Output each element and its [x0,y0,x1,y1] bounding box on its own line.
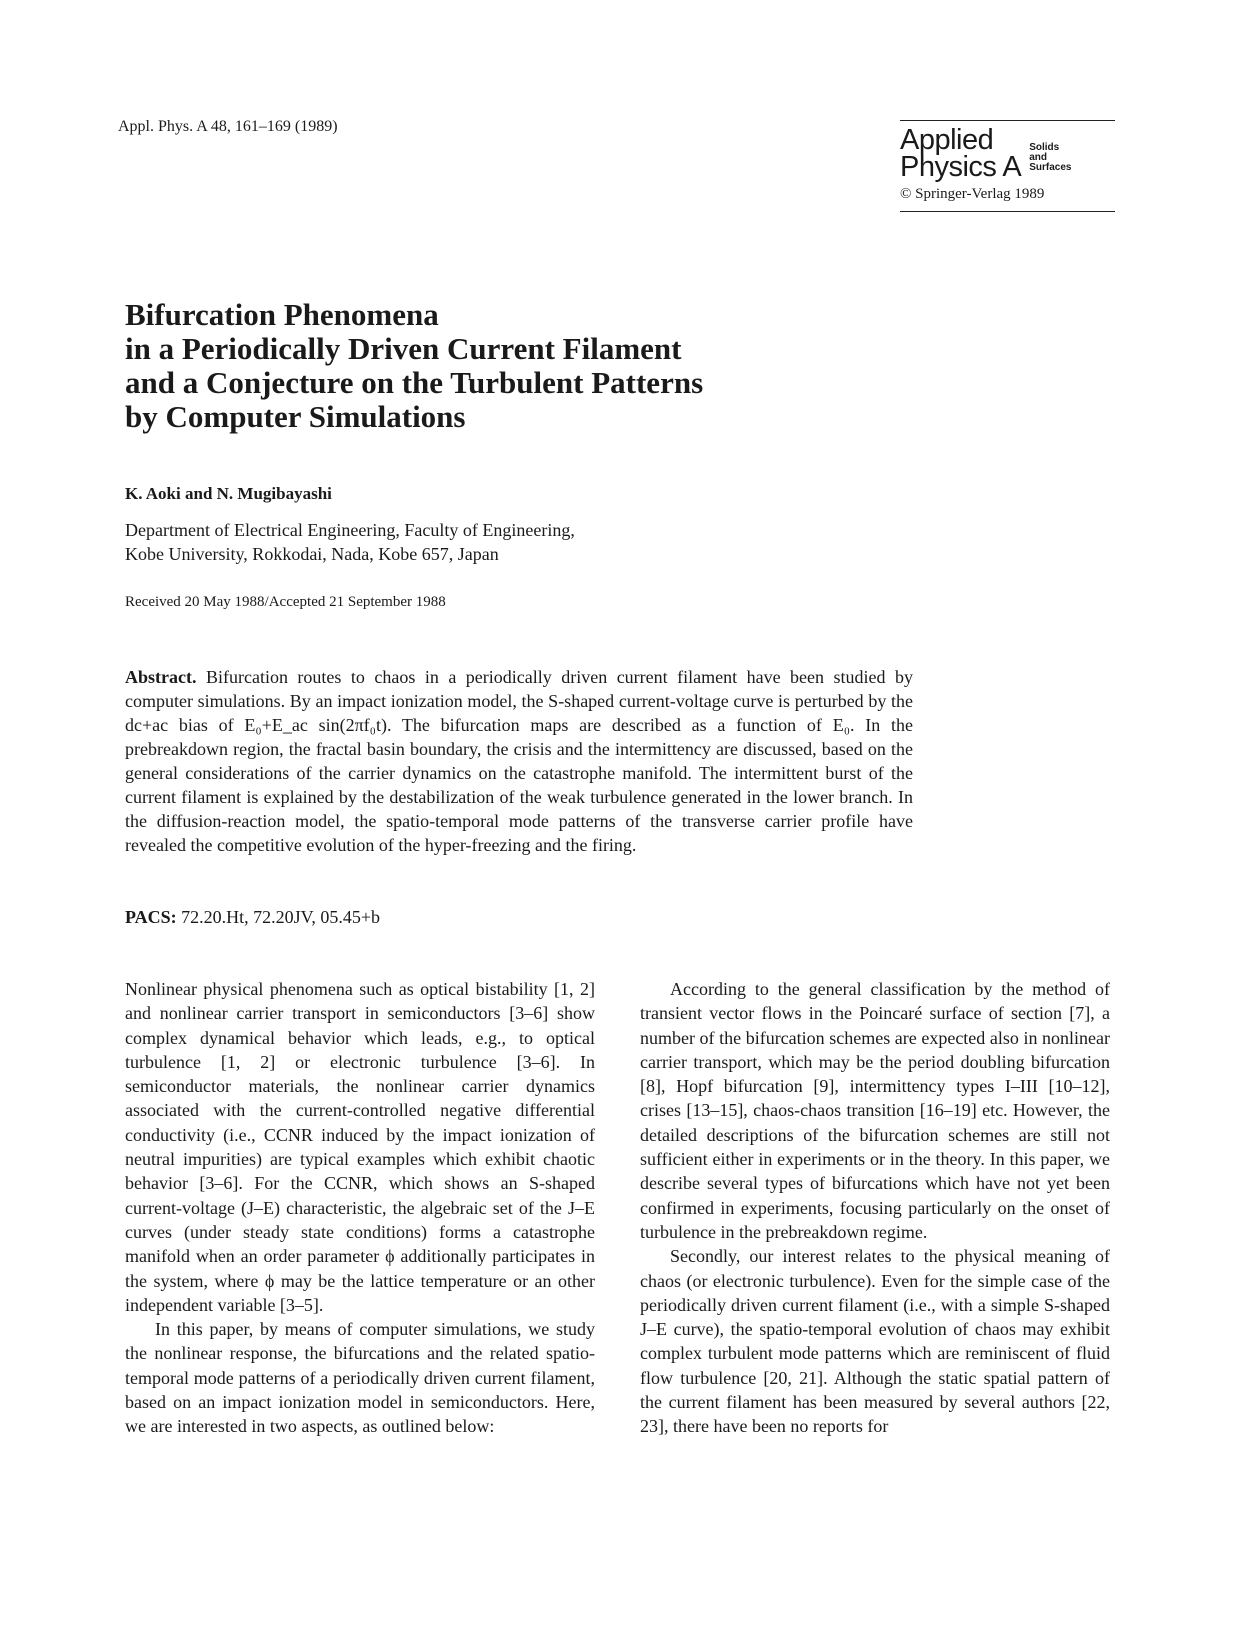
affiliation-line: Department of Electrical Engineering, Faculty of Engineering, [125,520,575,540]
body-column-right [640,977,1110,1439]
bottom-rule [900,211,1115,212]
authors: K. Aoki and N. Mugibayashi [125,484,332,503]
body-paragraph: Secondly, our interest relates to the physical meaning of chaos (or electronic turbulence). Even for the simple case of the periodically driven current filament (i.e., with a simple S-shaped J–E curve), the spatio-temporal evolution of chaos may exhibit complex turbulent mode patterns which are reminiscent of fluid flow turbulence [20, 21]. Although the static spatial pattern of the current filament has been measured by several authors [22, 23], there have been no reports for [640,1246,1110,1437]
journal-name-line1: Applied [900,124,994,156]
abstract-text: Bifurcation routes to chaos in a periodically driven current filament have been studied by computer simulations. By an impact ionization model, the S-shaped current-voltage curve is perturbed by the dc+ac bias of E₀+E_ac sin(2πf₀t). The bifurcation maps are described as a function of E₀. In the prebreakdown region, the fractal basin boundary, the crisis and the intermittency are discussed, based on the general considerations of the carrier dynamics on the catastrophe manifold. The intermittent burst of the current filament is explained by the destabilization of the weak turbulence generated in the lower branch. In the diffusion-reaction model, the spatio-temporal mode patterns of the transverse carrier profile have revealed the competitive evolution of the hyper-freezing and the firing. [125,667,913,855]
pacs-heading: PACS: [125,907,177,927]
affiliation [125,518,575,566]
journal-subtitle [1029,143,1071,173]
journal-name-line2: Physics A [900,151,1022,183]
title-line: by Computer Simulations [125,399,466,434]
journal-logo [900,121,1115,181]
body-column-left [125,977,595,1439]
citation-line: Appl. Phys. A 48, 161–169 (1989) [118,118,338,135]
pacs-codes: 72.20.Ht, 72.20JV, 05.45+b [181,907,381,927]
journal-sub-line2: and [1029,152,1047,163]
abstract [125,665,913,857]
journal-sub-line1: Solids [1029,142,1060,153]
abstract-heading: Abstract. [125,667,197,687]
journal-logo-box [900,120,1115,212]
article-title [125,298,885,434]
copyright: © Springer-Verlag 1989 [900,186,1045,202]
body-paragraph: According to the general classification by the method of transient vector flows in the Poincaré surface of section [7], a number of the bifurcation schemes are expected also in nonlinear carrier transport, which may be the period doubling bifurcation [8], Hopf bifurcation [9], intermittency types I–III [10–12], crises [13–15], chaos-chaos transition [16–19] etc. However, the detailed descriptions of the bifurcation schemes are still not sufficient either in experiments or in the theory. In this paper, we describe several types of bifurcations which have not yet been confirmed in experiments, focusing particularly on the onset of turbulence in the prebreakdown regime. [640,979,1110,1242]
title-line: Bifurcation Phenomena [125,297,439,332]
body-paragraph: Nonlinear physical phenomena such as optical bistability [1, 2] and nonlinear carrier transport in semiconductors [3–6] show complex dynamical behavior which leads, e.g., to optical turbulence [1, 2] or electronic turbulence [3–6]. In semiconductor materials, the nonlinear carrier dynamics associated with the current-controlled negative differential conductivity (i.e., CCNR induced by the impact ionization of neutral impurities) are typical examples which exhibit chaotic behavior [3–6]. For the CCNR, which shows an S-shaped current-voltage (J–E) characteristic, the algebraic set of the J–E curves (under steady state conditions) forms a catastrophe manifold when an order parameter ϕ additionally participates in the system, where ϕ may be the lattice temperature or an other independent variable [3–5]. [125,979,595,1315]
title-line: and a Conjecture on the Turbulent Patterns [125,365,704,400]
pacs [125,907,380,928]
received-dates: Received 20 May 1988/Accepted 21 September 1988 [125,594,446,610]
affiliation-line: Kobe University, Rokkodai, Nada, Kobe 657, Japan [125,544,499,564]
journal-sub-line3: Surfaces [1029,162,1072,173]
body-paragraph: In this paper, by means of computer simulations, we study the nonlinear response, the bifurcations and the related spatio-temporal mode patterns of a periodically driven current filament, based on an impact ionization model in semiconductors. Here, we are interested in two aspects, as outlined below: [125,1319,595,1437]
journal-name [900,124,1022,183]
title-line: in a Periodically Driven Current Filament [125,331,682,366]
